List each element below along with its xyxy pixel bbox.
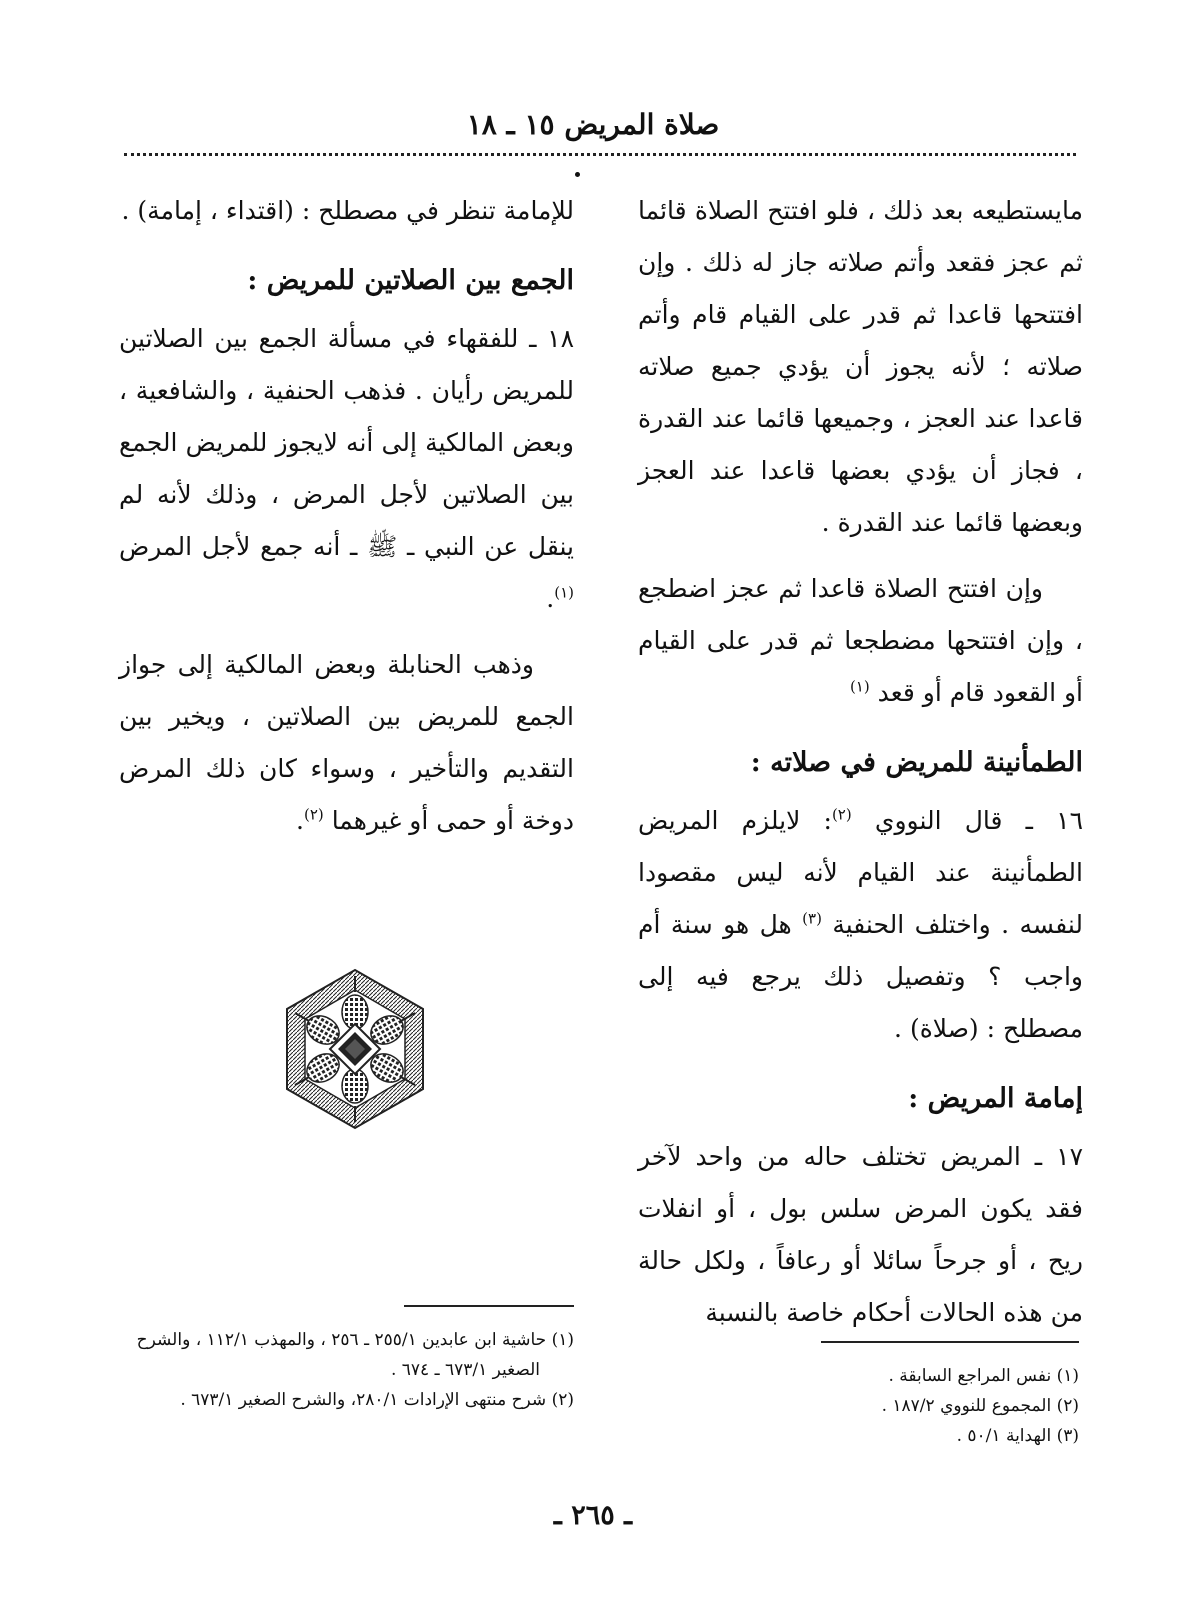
- footnote-ref: (١): [554, 583, 574, 602]
- right-column: [638, 185, 1083, 1339]
- left-paragraph-3-text: وذهب الحنابلة وبعض المالكية إلى جواز الجمع للمريض بين الصلاتين ، ويخير بين التقديم والتأخير ، وسواء كان ذلك المرض دوخة أو حمى أو غيرهما: [119, 650, 574, 835]
- left-paragraph-2-text: ١٨ ـ للفقهاء في مسألة الجمع بين الصلاتين للمريض رأيان . فذهب الحنفية ، والشافعية ، وبعض المالكية إلى أنه لايجوز للمريض الجمع بين الصلاتين لأجل المرض ، وذلك لأنه لم ينقل عن النبي ـ ﷺ ـ أنه جمع لأجل المرض: [119, 324, 574, 561]
- right-paragraph-2: [638, 563, 1083, 719]
- footnote-ref: (٢): [831, 805, 852, 824]
- footnote-separator-left: [404, 1305, 574, 1307]
- right-paragraph-2-text: وإن افتتح الصلاة قاعدا ثم عجز اضطجع ، وإن افتتحها مضطجعا ثم قدر على القيام أو القعود قام أو قعد: [638, 574, 1083, 707]
- right-paragraph-3-c: هل هو سنة أم واجب ؟ وتفصيل ذلك يرجع فيه إلى مصطلح : (صلاة) .: [638, 910, 1083, 1043]
- left-column: [119, 185, 574, 847]
- footnote-item: (١) نفس المراجع السابقة .: [888, 1366, 1079, 1386]
- footnote-separator-right: [821, 1341, 1079, 1343]
- footnote-item: (٢) المجموع للنووي ١٨٧/٢ .: [881, 1396, 1079, 1416]
- stray-dot: [575, 172, 580, 177]
- right-paragraph-3-b: : لايلزم المريض الطمأنينة عند القيام لأنه ليس مقصودا لنفسه . واختلف الحنفية: [638, 806, 1083, 939]
- footnotes-left: [122, 1325, 574, 1415]
- section-heading-tranquility: الطمأنينة للمريض في صلاته :: [750, 747, 1083, 778]
- hexagonal-ornament-icon: [285, 968, 425, 1130]
- right-paragraph-3: [638, 795, 1083, 1055]
- section-heading-imamate: إمامة المريض :: [908, 1083, 1083, 1114]
- footnote-item: (٣) الهداية ٥٠/١ .: [956, 1426, 1079, 1446]
- left-paragraph-2: ١٨ ـ للفقهاء في مسألة الجمع بين الصلاتين للمريض رأيان . فذهب الحنفية ، والشافعية ، وبعض المالكية إلى أنه لايجوز للمريض الجمع بين الصلاتين لأجل المرض ، وذلك لأنه لم ينقل عن النبي ـ ﷺ ـ أنه جمع لأجل المرض $^{(١)}$.: [119, 324, 574, 613]
- right-paragraph-1: مايستطيعه بعد ذلك ، فلو افتتح الصلاة قائما ثم عجز فقعد وأتم صلاته جاز له ذلك . وإن افتتحها قاعدا ثم قدر على القيام قام وأتم صلاته ؛ لأنه يجوز أن يؤدي جميع صلاته قاعدا عند العجز ، وجميعها قائما عند القدرة ، فجاز أن يؤدي بعضها قاعدا عند العجز وبعضها قائما عند القدرة .: [638, 196, 1083, 537]
- page-header: صلاة المريض ١٥ ـ ١٨: [466, 108, 720, 141]
- footnotes-right: [644, 1361, 1079, 1451]
- right-paragraph-3-a: ١٦ ـ قال النووي: [874, 806, 1084, 835]
- right-paragraph-4: ١٧ ـ المريض تختلف حاله من واحد لآخر فقد يكون المرض سلس بول ، أو انفلات ريح ، أو جرحاً سائلا أو رعافاً ، ولكل حالة من هذه الحالات أحكام خاصة بالنسبة: [638, 1142, 1083, 1327]
- header-dotted-rule: [124, 153, 1076, 156]
- section-heading-combining-prayers: الجمع بين الصلاتين للمريض :: [247, 265, 574, 296]
- page-number: ـ ٢٦٥ ـ: [553, 1500, 633, 1531]
- footnote-item: (١) حاشية ابن عابدين ٢٥٥/١ ـ ٢٥٦ ، والمهذب ١١٢/١ ، والشرح الصغير ٦٧٣/١ ـ ٦٧٤ .: [136, 1330, 574, 1380]
- footnote-ref: (١): [849, 677, 870, 696]
- footnote-ref: (٢): [303, 805, 324, 824]
- left-paragraph-1: للإمامة تنظر في مصطلح : (اقتداء ، إمامة) .: [121, 196, 574, 225]
- footnote-ref: (٣): [802, 909, 822, 928]
- left-paragraph-3: وذهب الحنابلة وبعض المالكية إلى جواز الجمع للمريض بين الصلاتين ، ويخير بين التقديم والتأخير ، وسواء كان ذلك المرض دوخة أو حمى أو غيرهما $^{(٢)}$.: [119, 650, 574, 835]
- footnote-item: (٢) شرح منتهى الإرادات ٢٨٠/١، والشرح الصغير ٦٧٣/١ .: [180, 1390, 574, 1410]
